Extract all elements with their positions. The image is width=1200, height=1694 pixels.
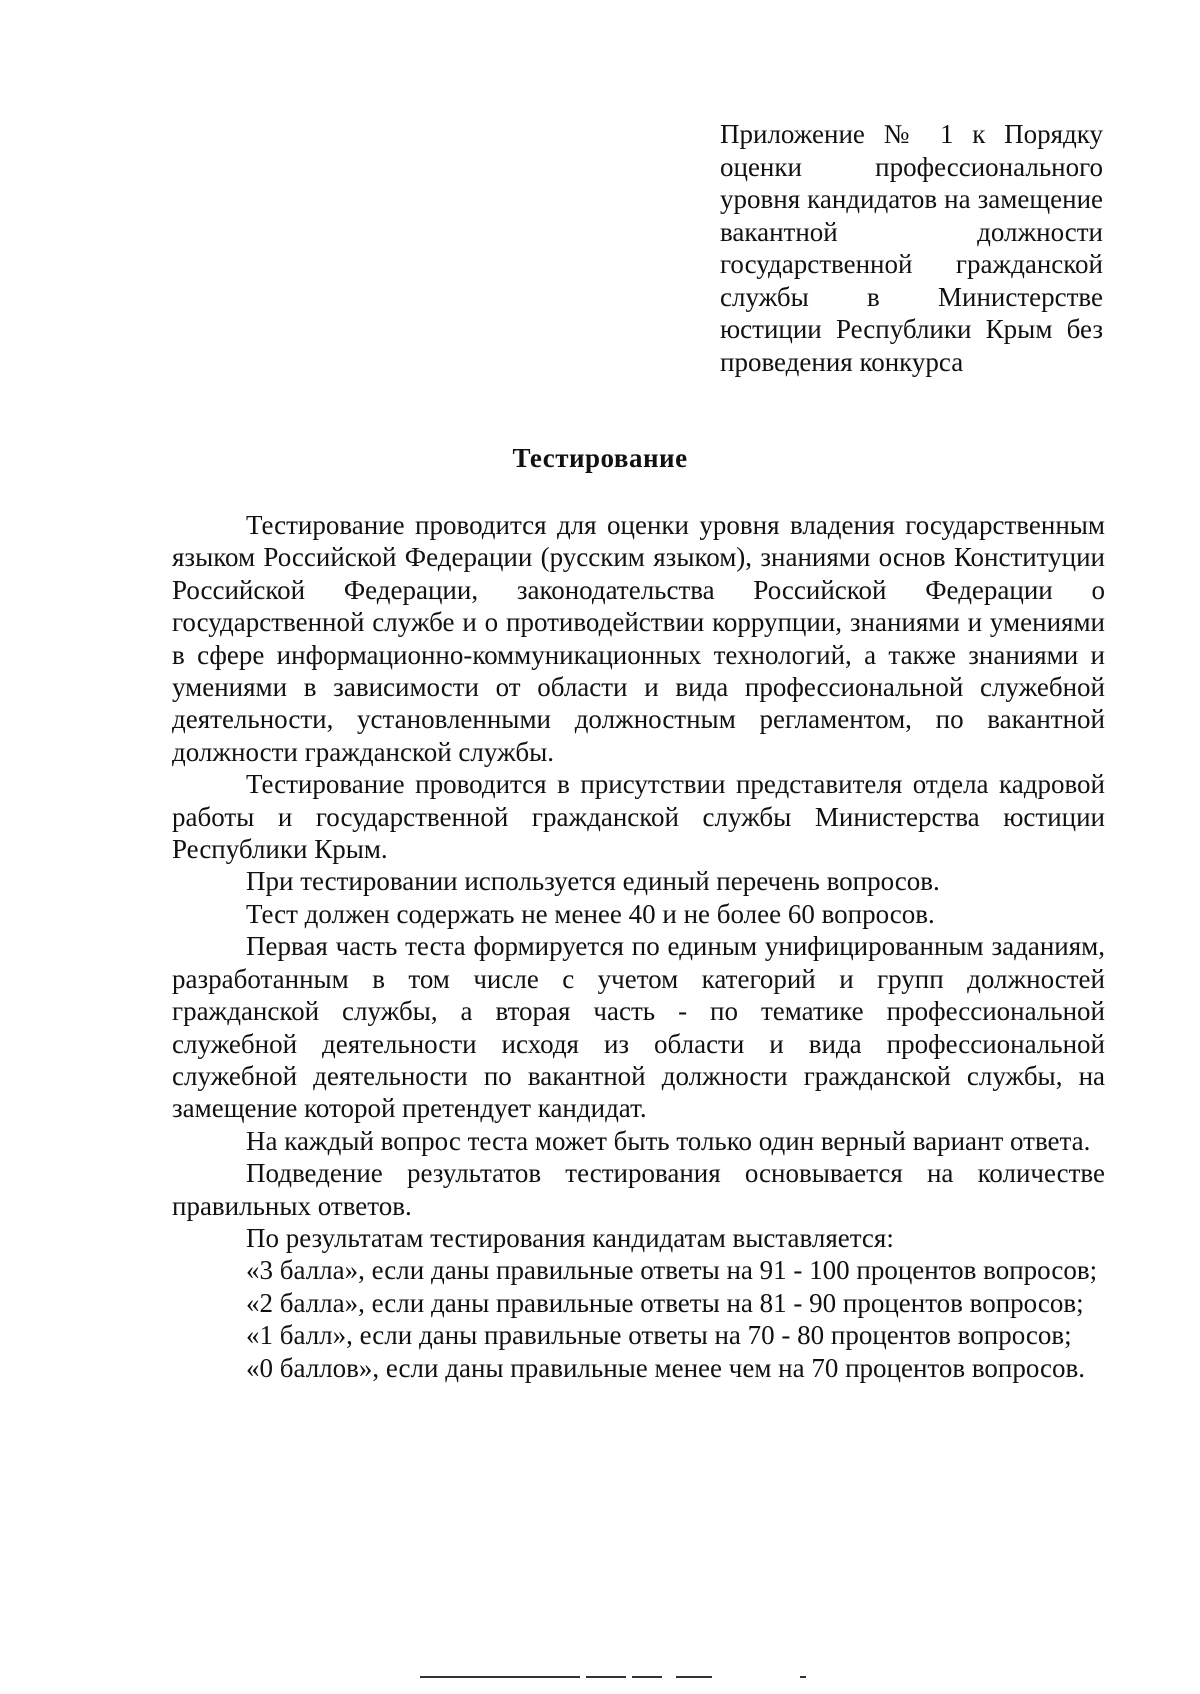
paragraph-single-answer: На каждый вопрос теста может быть только один верный вариант ответа. xyxy=(246,1125,1091,1156)
document-title: Тестирование xyxy=(512,443,688,473)
scoring-item-1: «1 балл», если даны правильные ответы на 70 - 80 процентов вопросов; xyxy=(246,1320,1072,1351)
scan-artifact-marks xyxy=(420,1676,820,1680)
paragraph-question-count: Тест должен содержать не менее 40 и не более 60 вопросов. xyxy=(246,898,935,929)
scoring-item-0: «0 баллов», если даны правильные менее чем на 70 процентов вопросов. xyxy=(246,1352,1086,1383)
scoring-item-3: «3 балла», если даны правильные ответы на 91 - 100 процентов вопросов; xyxy=(246,1255,1098,1286)
paragraph-purpose: Тестирование проводится для оценки уровня владения государственным языком Российской Федерации (русским языком), знаниями основ Конституции Российской Федерации, законодательства Российской Федерации о государственной службе и о противодействии коррупции, знаниями и умениями в сфере информационно-коммуникационных технологий, а также знаниями и умениями в зависимости от области и вида профессиональной служебной деятельности, установленными должностным регламентом, по вакантной должности гражданской службы. xyxy=(172,510,1105,767)
document-body xyxy=(172,509,1105,1384)
paragraph-scoring-intro: По результатам тестирования кандидатам выставляется: xyxy=(246,1222,894,1253)
paragraph-presence: Тестирование проводится в присутствии представителя отдела кадровой работы и государственной гражданской службы Министерства юстиции Республики Крым. xyxy=(172,769,1105,865)
paragraph-results-basis: Подведение результатов тестирования основывается на количестве правильных ответов. xyxy=(172,1158,1105,1221)
appendix-note: Приложение № 1 к Порядку оценки профессионального уровня кандидатов на замещение вакантной должности государственной гражданской службы в Министерстве юстиции Республики Крым без проведения конкурса xyxy=(720,119,1103,377)
paragraph-question-list: При тестировании используется единый перечень вопросов. xyxy=(246,866,940,897)
paragraph-test-parts: Первая часть теста формируется по единым унифицированным заданиям, разработанным в том числе с учетом категорий и групп должностей гражданской службы, а вторая часть - по тематике профессиональной служебной деятельности исходя из области и вида профессиональной служебной деятельности по вакантной должности гражданской службы, на замещение которой претендует кандидат. xyxy=(172,931,1105,1124)
scoring-item-2: «2 балла», если даны правильные ответы на 81 - 90 процентов вопросов; xyxy=(246,1287,1084,1318)
